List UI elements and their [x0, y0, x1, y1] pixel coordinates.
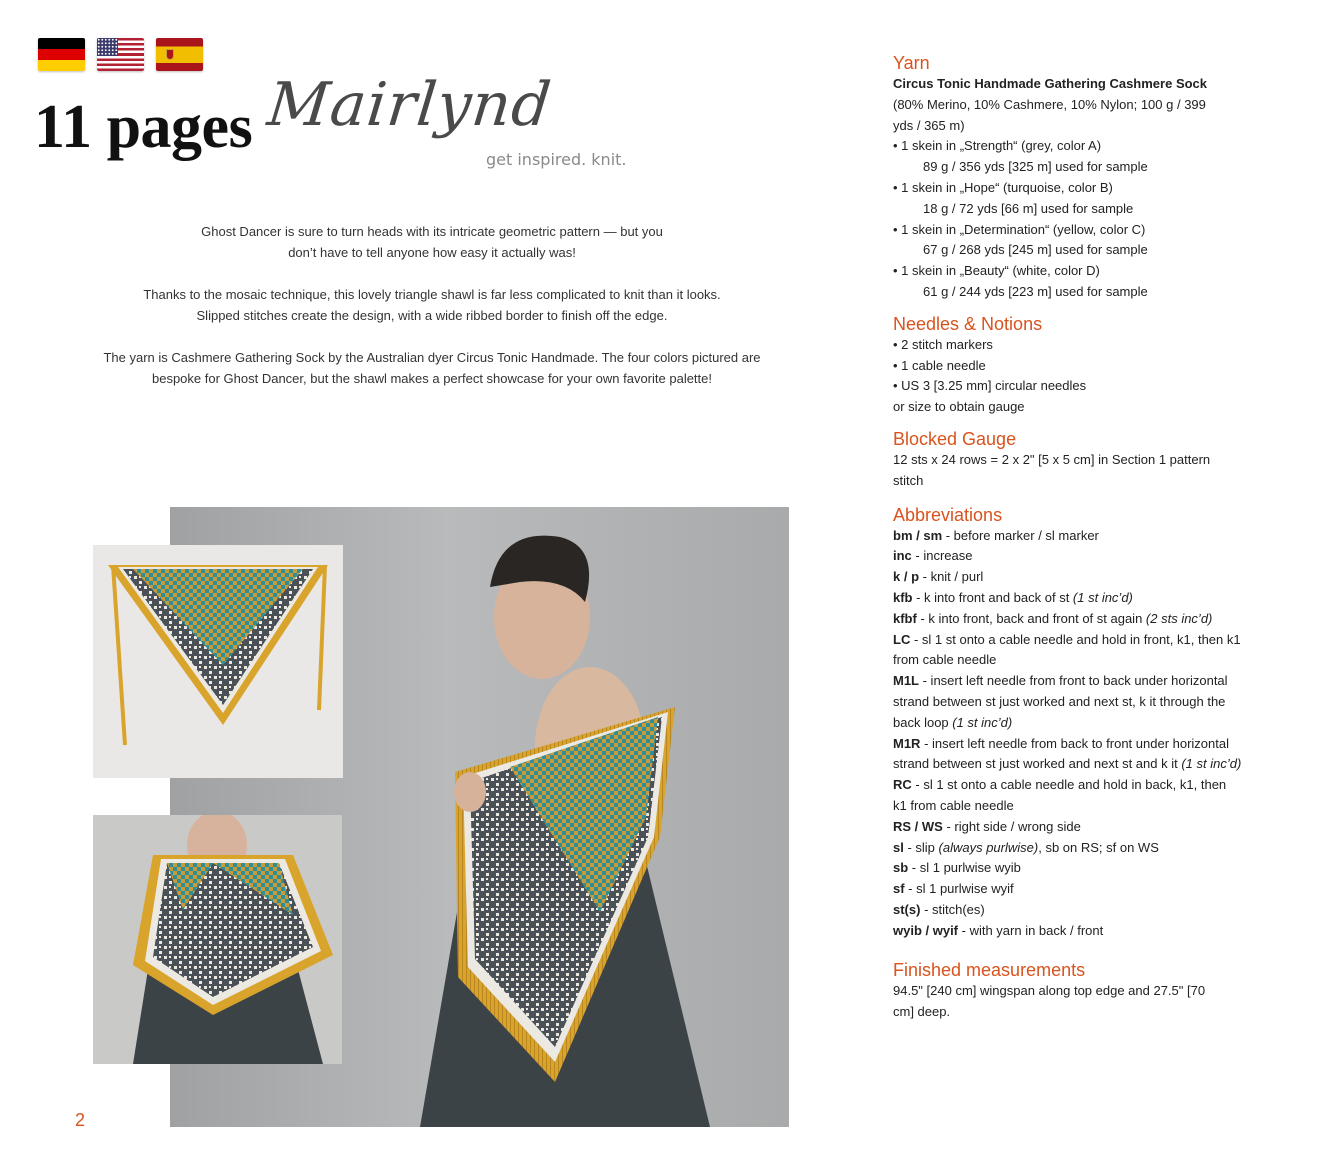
abbr-def: back loop: [893, 714, 953, 730]
abbr-def: - insert left needle from front to back under horizontal: [919, 673, 1228, 689]
logo-tagline: get inspired. knit.: [486, 150, 627, 169]
abbr-item: [893, 734, 1245, 755]
abbr-term: k / p: [893, 569, 920, 585]
language-flags: [38, 38, 203, 71]
gauge-text: 12 sts x 24 rows = 2 x 2" [5 x 5 cm] in Section 1 pattern: [893, 451, 1211, 467]
abbr-def: - with yarn in back / front: [958, 922, 1104, 938]
needles-item: • 2 stitch markers: [893, 336, 993, 352]
abbr-item: [893, 838, 1245, 859]
needles-item: • US 3 [3.25 mm] circular needles: [893, 378, 1087, 394]
intro-line: The yarn is Cashmere Gathering Sock by the Australian dyer Circus Tonic Handmade. The four colors pictured are: [103, 350, 761, 365]
intro-line: Ghost Dancer is sure to turn heads with its intricate geometric pattern — but you: [201, 224, 663, 239]
abbr-item: [893, 879, 1245, 900]
abbr-def: , sb on RS; sf on WS: [1038, 839, 1159, 855]
yarn-name: Circus Tonic Handmade Gathering Cashmere Sock: [893, 76, 1208, 91]
abbr-def: - before marker / sl marker: [942, 527, 1099, 543]
abbreviations-list: [893, 526, 1245, 942]
abbr-item: [893, 588, 1245, 609]
abbr-term: kfb: [893, 589, 913, 605]
abbr-term: wyib / wyif: [893, 922, 959, 938]
abbr-def: - sl 1 purlwise wyib: [908, 860, 1021, 876]
intro-text: [80, 221, 784, 410]
abbreviations-heading: Abbreviations: [893, 504, 1003, 525]
abbr-item-cont: [893, 754, 1245, 775]
abbr-note: (1 st inc’d): [952, 714, 1013, 730]
abbr-item: [893, 900, 1245, 921]
abbr-term: RS / WS: [893, 818, 943, 834]
abbr-term: sb: [893, 860, 909, 876]
abbr-term: st(s): [893, 901, 921, 917]
abbr-def: strand between st just worked and next st and k it: [893, 756, 1182, 772]
yarn-amount: 18 g / 72 yds [66 m] used for sample: [923, 200, 1134, 216]
spain-flag-crest: [166, 49, 174, 60]
gauge-text: stitch: [893, 472, 924, 488]
abbr-note: (2 sts inc’d): [1145, 610, 1213, 626]
usa-flag-canton: [97, 38, 118, 56]
abbr-term: LC: [893, 631, 911, 647]
abbr-item-cont: k1 from cable needle: [893, 797, 1014, 813]
intro-paragraph-2: [80, 284, 784, 326]
abbr-def: - k into front, back and front of st again: [916, 610, 1146, 626]
abbr-note: (1 st inc’d): [1072, 589, 1133, 605]
usa-flag-icon[interactable]: [97, 38, 144, 71]
abbr-term: M1L: [893, 673, 919, 689]
pattern-details: [893, 52, 1245, 1023]
spain-flag-icon[interactable]: [156, 38, 203, 71]
intro-line: Slipped stitches create the design, with a wide ribbed border to finish off the edge.: [196, 308, 668, 323]
abbr-def: - increase: [911, 548, 973, 564]
abbr-item-cont: [893, 713, 1245, 734]
yarn-skein: • 1 skein in „Beauty“ (white, color D): [893, 263, 1100, 279]
finished-text: cm] deep.: [893, 1004, 951, 1020]
abbr-def: - sl 1 st onto a cable needle and hold in front, k1, then k1: [910, 631, 1241, 647]
abbr-item-cont: from cable needle: [893, 652, 997, 668]
yarn-composition: (80% Merino, 10% Cashmere, 10% Nylon; 100 g / 399: [893, 96, 1206, 112]
abbr-def: - sl 1 st onto a cable needle and hold in back, k1, then: [911, 777, 1227, 793]
abbr-item: [893, 858, 1245, 879]
abbr-item: [893, 609, 1245, 630]
abbr-def: - insert left needle from back to front under horizontal: [920, 735, 1229, 751]
abbr-term: kfbf: [893, 610, 917, 626]
abbr-def: - slip: [903, 839, 939, 855]
abbr-note: (always purlwise): [938, 839, 1039, 855]
abbr-term: RC: [893, 777, 912, 793]
abbr-def: - k into front and back of st: [912, 589, 1073, 605]
abbr-item-cont: strand between st just worked and next st, k it through the: [893, 693, 1226, 709]
intro-paragraph-3: [80, 347, 784, 389]
yarn-skein: • 1 skein in „Hope“ (turquoise, color B): [893, 179, 1113, 195]
abbr-def: - knit / purl: [919, 569, 984, 585]
page-number: 2: [75, 1110, 86, 1130]
abbr-item: [893, 921, 1245, 942]
page-count-title: 11 pages: [34, 93, 253, 161]
shawl-front-photo: [93, 815, 342, 1064]
yarn-amount: 61 g / 244 yds [223 m] used for sample: [923, 283, 1148, 299]
yarn-skein: • 1 skein in „Strength“ (grey, color A): [893, 138, 1102, 154]
abbr-item: [893, 526, 1245, 547]
shawl-flat-photo: [93, 545, 343, 778]
abbr-def: - stitch(es): [920, 901, 985, 917]
brand-logo: [264, 70, 628, 180]
needles-heading: Needles & Notions: [893, 313, 1043, 334]
yarn-amount: 89 g / 356 yds [325 m] used for sample: [923, 159, 1148, 175]
shawl-flat-illustration: [93, 545, 343, 778]
intro-paragraph-1: [80, 221, 784, 263]
gauge-heading: Blocked Gauge: [893, 428, 1017, 449]
yarn-skein: • 1 skein in „Determination“ (yellow, color C): [893, 221, 1146, 237]
abbr-term: inc: [893, 548, 912, 564]
abbr-item: [893, 546, 1245, 567]
needles-item: • 1 cable needle: [893, 357, 986, 373]
abbr-item: [893, 817, 1245, 838]
abbr-item: [893, 775, 1245, 796]
logo-script-text: Mairlynd: [264, 70, 555, 140]
abbr-term: bm / sm: [893, 527, 943, 543]
yarn-amount: 67 g / 268 yds [245 m] used for sample: [923, 242, 1148, 258]
yarn-heading: Yarn: [893, 53, 930, 73]
abbr-def: - right side / wrong side: [942, 818, 1081, 834]
intro-line: bespoke for Ghost Dancer, but the shawl makes a perfect showcase for your own favorite palette!: [151, 371, 712, 386]
abbr-term: sf: [893, 881, 905, 897]
abbr-term: sl: [893, 839, 904, 855]
abbr-item: [893, 671, 1245, 692]
abbr-item: [893, 630, 1245, 651]
needles-item: or size to obtain gauge: [893, 399, 1025, 415]
intro-line: don’t have to tell anyone how easy it actually was!: [288, 245, 576, 260]
intro-line: Thanks to the mosaic technique, this lovely triangle shawl is far less complicated to knit than it looks.: [143, 287, 721, 302]
germany-flag-icon[interactable]: [38, 38, 85, 71]
abbr-term: M1R: [893, 735, 921, 751]
finished-text: 94.5" [240 cm] wingspan along top edge and 27.5" [70: [893, 983, 1206, 999]
finished-heading: Finished measurements: [893, 960, 1086, 981]
yarn-composition: yds / 365 m): [893, 117, 965, 133]
abbr-note: (1 st inc’d): [1181, 756, 1242, 772]
abbr-item: [893, 567, 1245, 588]
abbr-def: - sl 1 purlwise wyif: [904, 881, 1014, 897]
shawl-front-illustration: [93, 815, 342, 1064]
